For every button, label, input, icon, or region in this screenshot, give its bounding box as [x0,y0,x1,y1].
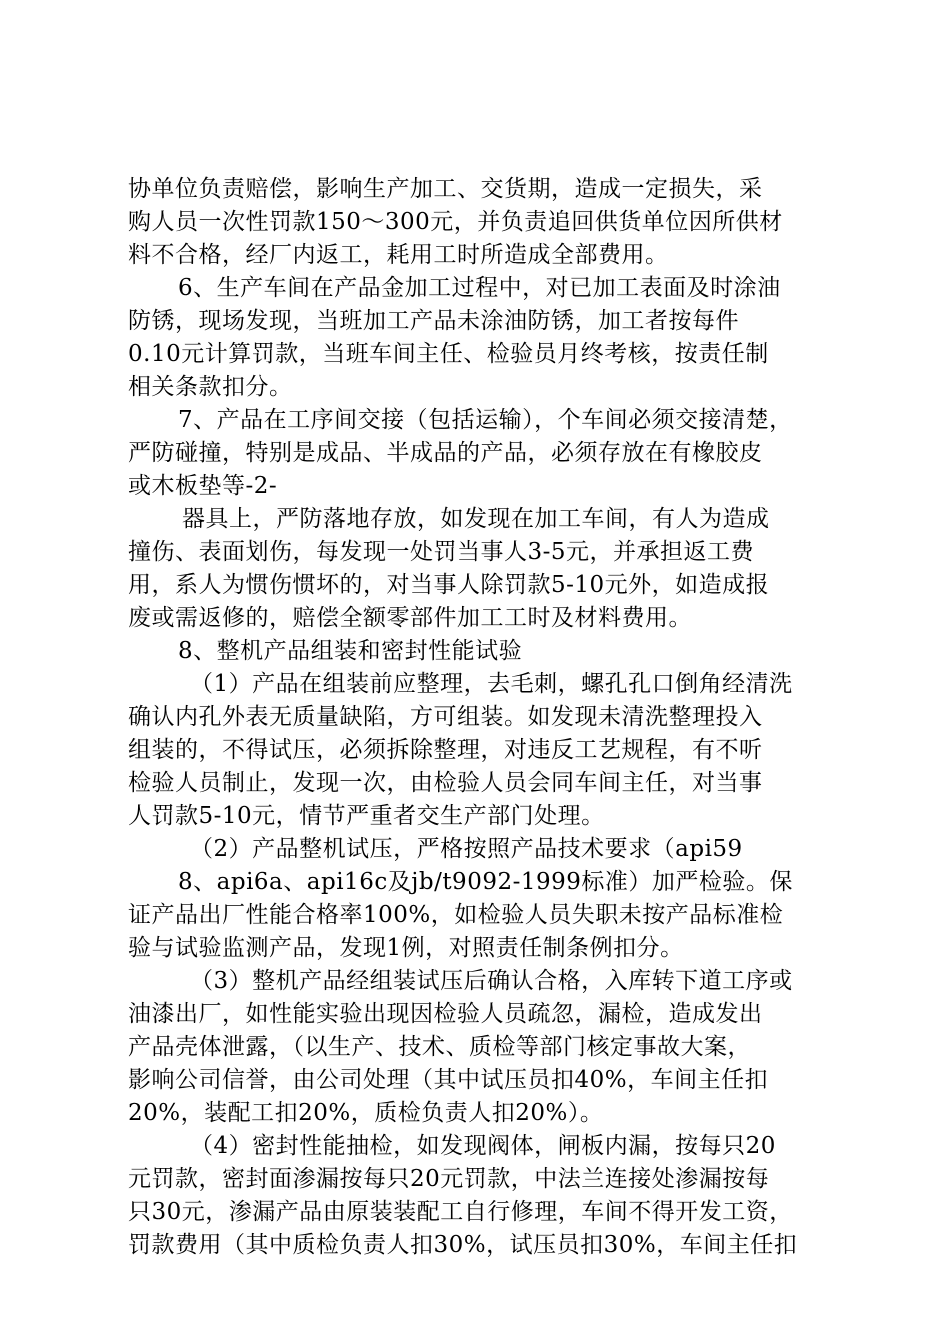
text-line: 验与试验监测产品，发现1例，对照责任制条例扣分。 [128,935,684,961]
text-line: 确认内孔外表无质量缺陷，方可组装。如发现未清洗整理投入 [128,704,763,730]
text-line: 产品壳体泄露，（以生产、技术、质检等部门核定事故大案， [128,1034,751,1060]
text-line: 8、api6a、api16c及jb/t9092-1999标准）加严检验。保 [178,869,793,895]
text-line: （2）产品整机试压，严格按照产品技术要求（api59 [190,836,743,862]
text-line: 元罚款，密封面渗漏按每只20元罚款，中法兰连接处渗漏按每 [128,1166,770,1192]
text-line: 0.10元计算罚款，当班车间主任、检验员月终考核，按责任制 [128,341,769,367]
text-line: 8、整机产品组装和密封性能试验 [178,638,523,664]
text-line: 影响公司信誉，由公司处理（其中试压员扣40%，车间主任扣 [128,1067,769,1093]
text-line: 证产品出厂性能合格率100%，如检验人员失职未按产品标准检 [128,902,784,928]
text-line: 协单位负责赔偿，影响生产加工、交货期，造成一定损失，采 [128,176,763,202]
text-line: 罚款费用（其中质检负责人扣30%，试压员扣30%，车间主任扣 [128,1232,798,1258]
text-line: 用，系人为惯伤惯坏的，对当事人除罚款5-10元外，如造成报 [128,572,770,598]
text-line: 人罚款5-10元，情节严重者交生产部门处理。 [128,803,605,829]
text-line: 或木板垫等-2- [128,473,278,499]
text-line: 6、生产车间在产品金加工过程中，对已加工表面及时涂油 [178,275,781,301]
text-line: 购人员一次性罚款150～300元，并负责追回供货单位因所供材 [128,209,783,235]
text-line: 器具上，严防落地存放，如发现在加工车间，有人为造成 [182,506,770,532]
text-line: （1）产品在组装前应整理，去毛刺，螺孔孔口倒角经清洗 [190,671,793,697]
text-line: 组装的，不得试压，必须拆除整理，对违反工艺规程，有不听 [128,737,763,763]
text-line: （4）密封性能抽检，如发现阀体，闸板内漏，按每只20 [190,1133,776,1159]
text-line: 废或需返修的，赔偿全额零部件加工工时及材料费用。 [128,605,692,631]
text-line: 20%，装配工扣20%，质检负责人扣20%）。 [128,1100,604,1126]
text-line: 只30元，渗漏产品由原装装配工自行修理，车间不得开发工资， [128,1199,793,1225]
text-line: 防锈，现场发现，当班加工产品未涂油防锈，加工者按每件 [128,308,739,334]
text-line: 料不合格，经厂内返工，耗用工时所造成全部费用。 [128,242,669,268]
text-line: （3）整机产品经组装试压后确认合格，入库转下道工序或 [190,968,793,994]
text-line: 严防碰撞，特别是成品、半成品的产品，必须存放在有橡胶皮 [128,440,763,466]
text-line: 7、产品在工序间交接（包括运输），个车间必须交接清楚， [178,407,793,433]
text-line: 检验人员制止，发现一次，由检验人员会同车间主任，对当事 [128,770,763,796]
text-line: 撞伤、表面划伤，每发现一处罚当事人3-5元，并承担返工费 [128,539,755,565]
text-line: 油漆出厂，如性能实验出现因检验人员疏忽，漏检，造成发出 [128,1001,763,1027]
text-line: 相关条款扣分。 [128,374,293,400]
